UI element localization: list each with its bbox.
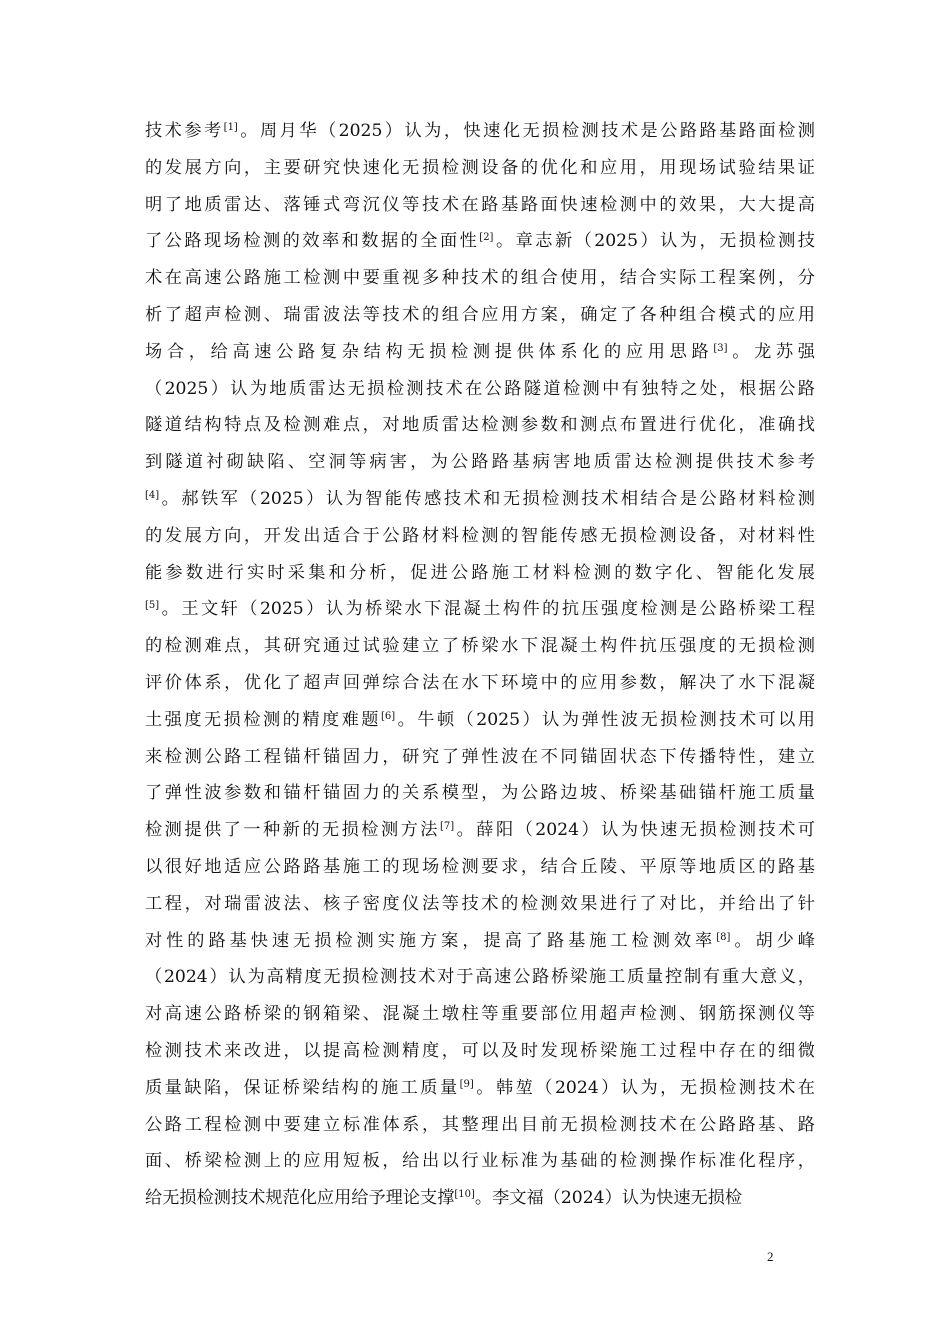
text-run: 。郝铁军（2025）认为智能传感技术和无损检测技术相结合是公路材料检测 [159,488,815,509]
text-line [145,334,815,371]
citation-marker: [2] [479,232,494,244]
text-run: 。牛顿（2025）认为弹性波无损检测技术可以用 [395,709,815,730]
citation-marker: [7] [439,821,455,833]
citation-marker: [8] [716,931,731,943]
text-run: 了弹性波参数和锚杆锚固力的关系模型，为公路边坡、桥梁基础锚杆施工质量 [145,783,815,804]
citation-marker: [6] [380,710,396,722]
text-run: 检测技术来改进，以提高检测精度，可以及时发现桥梁施工过程中存在的细微 [145,1040,815,1061]
text-run: 给无损检测技术规范化应用给予理论支撑 [145,1188,455,1209]
text-run: 检测提供了一种新的无损检测方法 [145,820,440,841]
text-line [145,1143,815,1180]
text-run: （2025）认为地质雷达无损检测技术在公路隧道检测中有独特之处，根据公路 [145,378,815,399]
text-line [145,1180,815,1217]
text-line [145,1033,815,1070]
text-run: 的发展方向，主要研究快速化无损检测设备的优化和应用，用现场试验结果证 [145,157,815,178]
body-paragraph [145,113,815,1217]
text-line [145,1107,815,1144]
text-run: 工程，对瑞雷波法、核子密度仪法等技术的检测效果进行了对比，并给出了针 [145,893,815,914]
text-run: 面、桥梁检测上的应用短板，给出以行业标准为基础的检测操作标准化程序， [145,1151,815,1172]
text-run: 。龙苏强 [727,341,815,362]
text-line [145,923,815,960]
citation-marker: [5] [145,600,160,612]
text-line [145,444,815,481]
text-line [145,407,815,444]
text-line [145,481,815,518]
citation-marker: [1] [223,122,238,133]
text-run: 来检测公路工程锚杆锚固力，研究了弹性波在不同锚固状态下传播特性，建立 [145,746,815,767]
text-run: 。周月华（2025）认为，快速化无损检测技术是公路路基路面检测 [237,121,815,141]
text-run: 。韩堃（2024）认为，无损检测技术在 [473,1077,815,1098]
text-run: 场合，给高速公路复杂结构无损检测提供体系化的应用思路 [145,341,714,362]
text-run: 技术参考 [145,121,224,141]
text-run: 术在高速公路施工检测中要重视多种技术的组合使用，结合实际工程案例，分 [145,268,815,289]
text-line [145,886,815,923]
text-line [145,260,815,297]
text-line [145,1070,815,1107]
citation-marker: [4] [145,489,160,501]
text-line [145,371,815,408]
text-run: 的发展方向，开发出适合于公路材料检测的智能传感无损检测设备，对材料性 [145,525,815,546]
citation-marker: [3] [713,342,728,354]
text-line [145,113,815,150]
text-line [145,591,815,628]
text-run: 了公路现场检测的效率和数据的全面性 [145,231,480,252]
text-line [145,665,815,702]
text-line [145,996,815,1033]
text-run: 。王文轩（2025）认为桥梁水下混凝土构件的抗压强度检测是公路桥梁工程 [159,599,815,620]
text-line [145,297,815,334]
text-run: 能参数进行实时采集和分析，促进公路施工材料检测的数字化、智能化发展 [145,562,815,583]
text-run: 明了地质雷达、落锤式弯沉仪等技术在路基路面快速检测中的效果，大大提高 [145,194,815,215]
text-line [145,812,815,849]
citation-marker: [9] [459,1078,474,1090]
text-line [145,628,815,665]
text-run: 。李文福（2024）认为快速无损检 [474,1188,743,1209]
text-line [145,775,815,812]
text-run: 到隧道衬砌缺陷、空洞等病害，为公路路基病害地质雷达检测提供技术参考 [145,452,815,473]
text-run: （2024）认为高精度无损检测技术对于高速公路桥梁施工质量控制有重大意义， [145,967,815,988]
text-run: 质量缺陷，保证桥梁结构的施工质量 [145,1077,460,1098]
text-line [145,150,815,187]
text-line [145,702,815,739]
citation-marker: [10] [454,1189,475,1201]
text-run: 。胡少峰 [730,930,815,951]
text-run: 公路工程检测中要建立标准体系，其整理出目前无损检测技术在公路路基、路 [145,1114,815,1135]
text-run: 析了超声检测、瑞雷波法等技术的组合应用方案，确定了各种组合模式的应用 [145,304,815,325]
text-line [145,518,815,555]
text-line [145,849,815,886]
text-run: 。薛阳（2024）认为快速无损检测技术可 [454,820,815,841]
text-run: 以很好地适应公路路基施工的现场检测要求，结合丘陵、平原等地质区的路基 [145,856,815,877]
text-run: 对高速公路桥梁的钢箱梁、混凝土墩柱等重要部位用超声检测、钢筋探测仪等 [145,1004,815,1025]
text-line [145,223,815,260]
text-line [145,187,815,224]
text-line [145,739,815,776]
text-run: 对性的路基快速无损检测实施方案，提高了路基施工检测效率 [145,930,717,951]
text-line [145,555,815,592]
text-run: 。章志新（2025）认为，无损检测技 [493,231,815,252]
text-run: 隧道结构特点及检测难点，对地质雷达检测参数和测点布置进行优化，准确找 [145,415,815,436]
page-number: 2 [767,1249,774,1264]
text-run: 评价体系，优化了超声回弹综合法在水下环境中的应用参数，解决了水下混凝 [145,672,815,693]
text-run: 的检测难点，其研究通过试验建立了桥梁水下混凝土构件抗压强度的无损检测 [145,636,815,657]
text-run: 土强度无损检测的精度难题 [145,709,381,730]
text-line [145,959,815,996]
